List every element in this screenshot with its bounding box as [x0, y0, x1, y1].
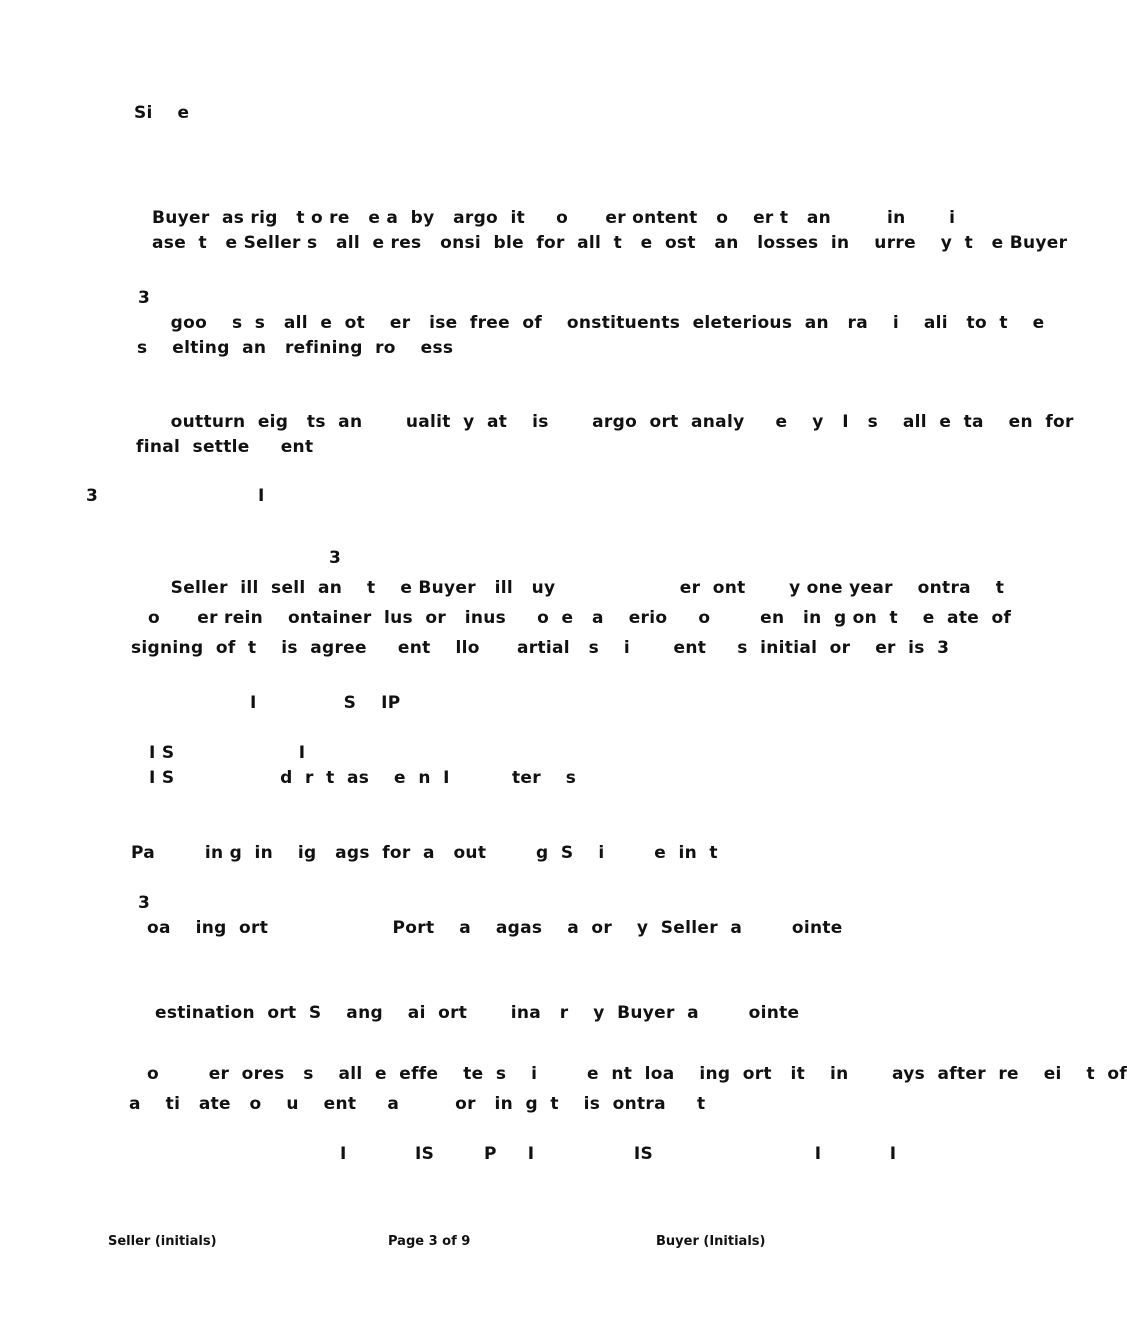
shipping-line-2: I S d r t as e n I ter s: [149, 768, 577, 788]
outturn-line-2: final settle ent: [136, 437, 314, 457]
subsection-number: 3: [329, 548, 342, 568]
signature-heading: Si e: [134, 103, 190, 123]
footer-seller-initials: Seller (initials): [108, 1234, 217, 1249]
section-3-number: 3: [86, 486, 99, 506]
destination-port-line: estination ort S ang ai ort ina r y Buyer a ointe: [155, 1003, 800, 1023]
contract-line-1: Seller ill sell an t e Buyer ill uy er ont y one year ontra t: [152, 578, 1005, 598]
order-line-1: o er ores s all e effe te s i e nt loa ing ort it in ays after re ei t of: [147, 1064, 1127, 1084]
loading-port-line: oa ing ort Port a agas a or y Seller a ointe: [147, 918, 843, 938]
goods-quality-line-2: s elting an refining ro ess: [137, 338, 454, 358]
goods-quality-line-1: goo s s all e ot er ise free of onstituents eleterious an ra i ali to t e: [152, 313, 1045, 333]
loading-number: 3: [138, 893, 151, 913]
last-heading: I IS P I IS I I: [340, 1144, 897, 1164]
footer-page-number: Page 3 of 9: [388, 1234, 471, 1249]
shipping-line-1: I S I: [149, 743, 306, 763]
contract-line-2: o er rein ontainer lus or inus o e a erio o en in g on t e ate of: [148, 608, 1012, 628]
packing-line: Pa in g in ig ags for a out g S i e in t: [131, 843, 718, 863]
contract-line-3: signing of t is agree ent llo artial s i ent s initial or er is 3: [131, 638, 950, 658]
outturn-line-1: outturn eig ts an ualit y at is argo ort analy e y I s all e ta en for: [152, 412, 1074, 432]
buyer-rights-line-1: Buyer as rig t o re e a by argo it o er ontent o er t an in i: [152, 208, 956, 228]
buyer-rights-line-2: ase t e Seller s all e res onsi ble for all t e ost an losses in urre y t e Buyer: [152, 233, 1068, 253]
footer-buyer-initials: Buyer (Initials): [656, 1234, 766, 1249]
section-3-title: I: [258, 486, 265, 506]
shipping-heading: I S IP: [250, 693, 401, 713]
order-line-2: a ti ate o u ent a or in g t is ontra t: [129, 1094, 706, 1114]
section-number-3-a: 3: [138, 288, 151, 308]
